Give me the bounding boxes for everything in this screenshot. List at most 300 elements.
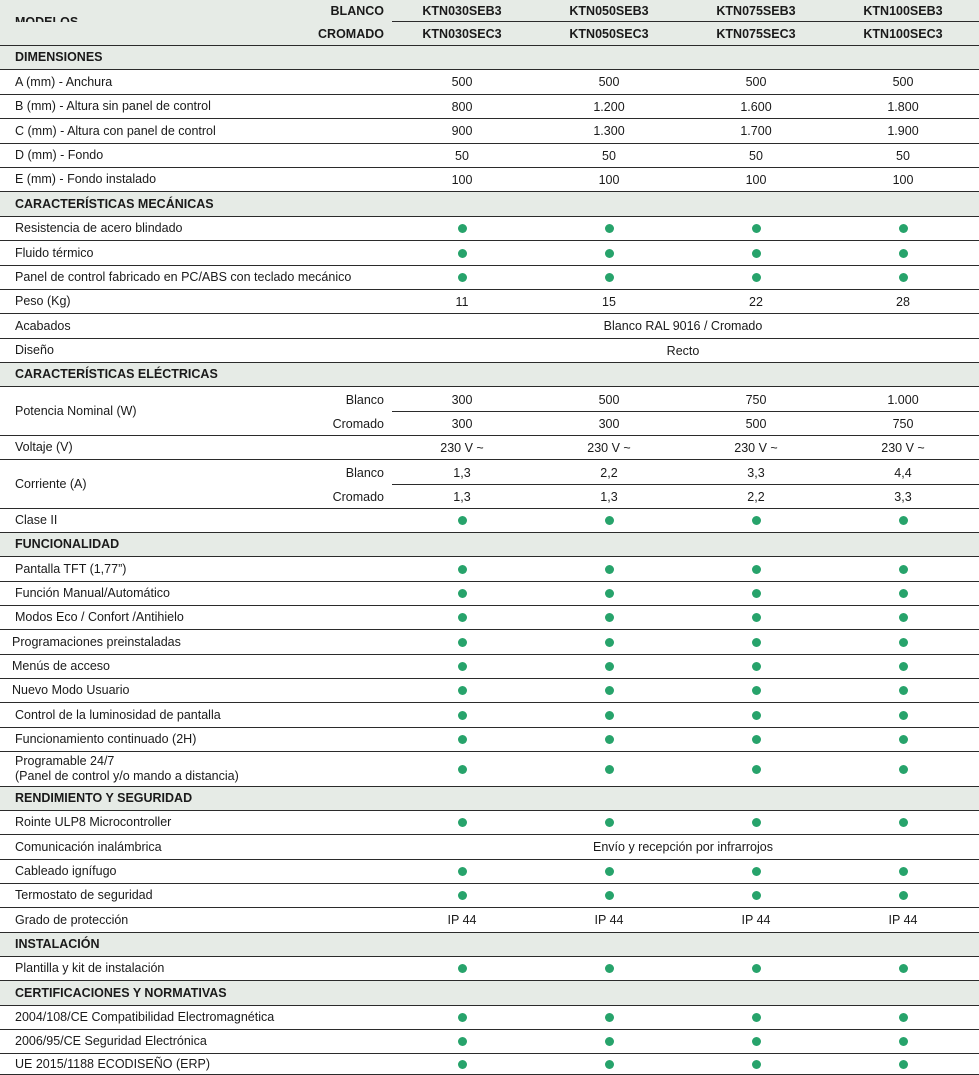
sub-label: [346, 387, 384, 412]
value-cell: [833, 582, 973, 605]
value-text: 230 V ~: [587, 440, 631, 455]
included-dot-icon: [752, 867, 761, 876]
row-programable: [0, 752, 979, 787]
included-dot-icon: [458, 249, 467, 258]
included-dot-icon: [899, 867, 908, 876]
included-dot-icon: [752, 273, 761, 282]
value-cell: [392, 557, 532, 581]
spanning-value: [392, 314, 974, 338]
value-cell: [686, 655, 826, 678]
value-cell: [392, 70, 532, 94]
value-cell: [539, 509, 679, 532]
included-dot-icon: [605, 686, 614, 695]
value-cell: [539, 241, 679, 265]
row-label: [12, 630, 181, 654]
row-label-text: E (mm) - Fondo instalado: [15, 172, 157, 186]
value-text: 500: [598, 75, 620, 89]
value-cell: [392, 752, 532, 786]
row-label-text: B (mm) - Altura sin panel de control: [15, 99, 211, 113]
value-text: 230 V ~: [881, 440, 925, 455]
value-text: IP 44: [447, 913, 477, 927]
value-text: 50: [455, 148, 469, 163]
included-dot-icon: [605, 613, 614, 622]
value-text: IP 44: [888, 913, 918, 927]
row-comunicacion: [0, 835, 979, 860]
row-label-text: Grado de protección: [15, 912, 129, 927]
value-cell: [833, 485, 973, 508]
row-label: [15, 95, 211, 118]
row-panel: [0, 266, 979, 290]
model-code-text: KTN050SEC3: [569, 26, 649, 41]
section-certificaciones: [0, 981, 979, 1006]
row-label-line-2: (Panel de control y/o mando a distancia): [15, 769, 239, 783]
row-label: [15, 339, 54, 362]
row-label: [15, 266, 351, 289]
row-label: [15, 314, 71, 338]
row-cableado: [0, 860, 979, 884]
included-dot-icon: [458, 638, 467, 647]
included-dot-icon: [752, 1013, 761, 1022]
value-cell: [392, 217, 532, 240]
included-dot-icon: [605, 638, 614, 647]
value-cell: [392, 908, 532, 932]
row-label: [15, 933, 100, 956]
value-cell: [833, 95, 973, 118]
row-label-text: RENDIMIENTO Y SEGURIDAD: [15, 791, 193, 805]
row-label: [15, 752, 239, 786]
included-dot-icon: [605, 818, 614, 827]
value-cell: [392, 168, 532, 191]
value-cell: [686, 241, 826, 265]
value-cell: [539, 387, 679, 412]
model-code-text: KTN075SEB3: [716, 4, 796, 18]
included-dot-icon: [752, 565, 761, 574]
row-label-text: Plantilla y kit de instalación: [15, 961, 165, 975]
value-cell: [539, 95, 679, 118]
sub-label: [333, 412, 384, 435]
value-text: 28: [896, 294, 910, 309]
sub-label: [318, 22, 384, 45]
value-cell: [392, 387, 532, 412]
model-code-text: KTN100SEC3: [863, 26, 943, 41]
row-acabados: [0, 314, 979, 339]
row-fluido: [0, 241, 979, 266]
row-label-text: FUNCIONALIDAD: [15, 537, 120, 551]
row-label-text: Voltaje (V): [15, 440, 73, 454]
row-clase: [0, 509, 979, 533]
row-pantalla: [0, 557, 979, 582]
row-label: [15, 582, 170, 605]
value-cell: [392, 412, 532, 435]
value-text: 1.300: [593, 124, 625, 138]
value-text: 1,3: [453, 489, 471, 504]
value-cell: [833, 387, 973, 412]
value-text: 2,2: [600, 465, 618, 480]
value-cell: [686, 290, 826, 313]
value-cell: [392, 728, 532, 751]
spanning-value-text: Blanco RAL 9016 / Cromado: [603, 319, 763, 333]
value-cell: [686, 460, 826, 485]
value-text: 50: [602, 148, 616, 163]
row-termostato: [0, 884, 979, 908]
value-cell: [686, 884, 826, 907]
included-dot-icon: [605, 735, 614, 744]
row-label-text: Peso (Kg): [15, 294, 71, 308]
value-cell: [833, 217, 973, 240]
included-dot-icon: [899, 765, 908, 774]
value-cell: [392, 460, 532, 485]
value-cell: [833, 460, 973, 485]
row-label-text: Panel de control fabricado en PC/ABS con teclado mecánico: [15, 270, 352, 284]
value-text: 11: [455, 294, 469, 309]
included-dot-icon: [899, 273, 908, 282]
value-text: 4,4: [894, 465, 912, 480]
included-dot-icon: [752, 711, 761, 720]
included-dot-icon: [458, 1013, 467, 1022]
value-text: IP 44: [741, 913, 771, 927]
value-text: 1.200: [593, 99, 625, 114]
included-dot-icon: [752, 818, 761, 827]
model-code-text: KTN030SEB3: [422, 4, 502, 18]
value-cell: [539, 217, 679, 240]
value-text: 750: [745, 392, 767, 407]
value-cell: [833, 860, 973, 883]
included-dot-icon: [899, 711, 908, 720]
included-dot-icon: [605, 765, 614, 774]
included-dot-icon: [605, 662, 614, 671]
value-cell: [539, 412, 679, 435]
included-dot-icon: [458, 1037, 467, 1046]
included-dot-icon: [458, 867, 467, 876]
section-electricas: [0, 363, 979, 387]
value-text: 1.600: [740, 99, 772, 114]
included-dot-icon: [899, 891, 908, 900]
value-cell: [539, 860, 679, 883]
row-label: [15, 144, 103, 167]
row-label-text: D (mm) - Fondo: [15, 148, 104, 162]
row-label-text: UE 2015/1188 ECODISEÑO (ERP): [15, 1056, 210, 1071]
included-dot-icon: [458, 224, 467, 233]
header-row-cromado: [0, 22, 979, 46]
row-e: [0, 168, 979, 192]
model-code: [686, 0, 826, 22]
value-cell: [392, 95, 532, 118]
sub-label-text: Blanco: [345, 465, 384, 480]
row-label-text: INSTALACIÓN: [15, 937, 100, 951]
included-dot-icon: [605, 589, 614, 598]
row-label: [15, 703, 221, 727]
included-dot-icon: [899, 964, 908, 973]
value-text: 1.700: [740, 124, 772, 138]
value-text: 500: [598, 392, 620, 407]
spanning-value: [392, 339, 974, 362]
sub-row-divider: [392, 411, 979, 412]
value-cell: [686, 266, 826, 289]
value-cell: [833, 606, 973, 629]
value-text: 800: [451, 99, 473, 114]
row-label-text: CERTIFICACIONES Y NORMATIVAS: [15, 985, 227, 1000]
section-mecanicas: [0, 192, 979, 217]
row-label-text: Control de la luminosidad de pantalla: [15, 707, 221, 722]
included-dot-icon: [458, 1060, 467, 1069]
value-cell: [833, 266, 973, 289]
model-code: [392, 22, 532, 45]
value-cell: [392, 811, 532, 834]
row-label: [15, 981, 227, 1005]
value-cell: [539, 485, 679, 508]
row-label: [15, 1006, 274, 1029]
value-cell: [539, 630, 679, 654]
included-dot-icon: [458, 765, 467, 774]
value-cell: [392, 860, 532, 883]
included-dot-icon: [605, 273, 614, 282]
value-cell: [539, 582, 679, 605]
model-code-text: KTN050SEB3: [569, 4, 649, 18]
row-label-text: Funcionamiento continuado (2H): [15, 732, 197, 746]
included-dot-icon: [458, 818, 467, 827]
included-dot-icon: [899, 686, 908, 695]
spanning-value-text: Envío y recepción por infrarrojos: [593, 840, 773, 854]
row-diseno: [0, 339, 979, 363]
model-code: [539, 22, 679, 45]
included-dot-icon: [899, 1060, 908, 1069]
row-c: [0, 119, 979, 144]
value-text: 500: [745, 416, 767, 431]
value-cell: [833, 811, 973, 834]
sub-row-cromado: [0, 412, 979, 435]
row-label-text: A (mm) - Anchura: [15, 74, 113, 89]
value-cell: [539, 655, 679, 678]
value-text: 15: [602, 294, 616, 309]
row-rointe: [0, 811, 979, 835]
sub-label-text: CROMADO: [318, 26, 384, 41]
row-peso: [0, 290, 979, 314]
value-cell: [833, 509, 973, 532]
value-text: 3,3: [747, 465, 765, 480]
included-dot-icon: [605, 891, 614, 900]
value-cell: [392, 1054, 532, 1074]
included-dot-icon: [899, 516, 908, 525]
value-cell: [392, 884, 532, 907]
row-label-text: Modos Eco / Confort /Antihielo: [15, 610, 184, 624]
value-cell: [833, 1006, 973, 1029]
row-menus: [0, 655, 979, 679]
value-cell: [392, 436, 532, 459]
included-dot-icon: [605, 224, 614, 233]
value-text: 300: [451, 392, 473, 407]
model-code: [539, 0, 679, 22]
value-cell: [539, 811, 679, 834]
row-modos: [0, 606, 979, 630]
value-cell: [833, 884, 973, 907]
value-cell: [833, 241, 973, 265]
included-dot-icon: [752, 1037, 761, 1046]
model-code-text: KTN075SEC3: [716, 26, 796, 41]
value-cell: [392, 1006, 532, 1029]
row-label: [15, 119, 216, 143]
row-label: [15, 290, 71, 313]
value-cell: [833, 119, 973, 143]
value-cell: [539, 119, 679, 143]
value-cell: [392, 655, 532, 678]
included-dot-icon: [752, 249, 761, 258]
value-cell: [539, 679, 679, 702]
value-cell: [833, 412, 973, 435]
included-dot-icon: [458, 686, 467, 695]
row-label: [15, 217, 182, 240]
value-text: 100: [451, 172, 473, 187]
value-text: 2,2: [747, 489, 765, 504]
value-text: IP 44: [594, 913, 624, 927]
included-dot-icon: [899, 818, 908, 827]
value-text: 230 V ~: [734, 440, 778, 455]
value-cell: [539, 1054, 679, 1074]
row-cert3: [0, 1054, 979, 1075]
value-text: 1,3: [600, 489, 618, 504]
row-d: [0, 144, 979, 168]
row-programaciones: [0, 630, 979, 655]
value-cell: [392, 679, 532, 702]
included-dot-icon: [899, 249, 908, 258]
row-label: [15, 860, 116, 883]
included-dot-icon: [458, 735, 467, 744]
value-cell: [833, 630, 973, 654]
row-label-text: Nuevo Modo Usuario: [12, 683, 130, 697]
value-cell: [686, 811, 826, 834]
included-dot-icon: [752, 735, 761, 744]
section-funcionalidad: [0, 533, 979, 557]
sub-label-text: Cromado: [332, 416, 384, 431]
row-label: [15, 168, 156, 191]
included-dot-icon: [605, 565, 614, 574]
row-label-line-1: Programable 24/7: [15, 754, 115, 768]
value-cell: [686, 95, 826, 118]
value-text: 1,3: [453, 465, 471, 480]
row-label-text: Termostato de seguridad: [15, 888, 153, 902]
value-cell: [686, 70, 826, 94]
value-text: 50: [896, 148, 910, 163]
row-label: [15, 728, 196, 751]
row-label: [15, 46, 103, 69]
row-label: [15, 1030, 207, 1053]
row-label: [15, 908, 128, 932]
value-cell: [392, 703, 532, 727]
value-cell: [392, 509, 532, 532]
spanning-value-text: Recto: [666, 343, 700, 358]
included-dot-icon: [458, 964, 467, 973]
value-cell: [833, 168, 973, 191]
included-dot-icon: [605, 516, 614, 525]
row-potencia: [0, 387, 979, 436]
value-cell: [686, 860, 826, 883]
included-dot-icon: [899, 224, 908, 233]
row-label: [15, 811, 171, 834]
included-dot-icon: [752, 765, 761, 774]
value-cell: [686, 119, 826, 143]
value-cell: [686, 144, 826, 167]
model-code: [392, 0, 532, 22]
row-resistencia: [0, 217, 979, 241]
included-dot-icon: [752, 516, 761, 525]
value-cell: [833, 655, 973, 678]
included-dot-icon: [899, 1013, 908, 1022]
value-cell: [392, 606, 532, 629]
included-dot-icon: [899, 1037, 908, 1046]
row-label-text: CARACTERÍSTICAS ELÉCTRICAS: [15, 367, 218, 381]
value-cell: [686, 557, 826, 581]
row-label-text: 2006/95/CE Seguridad Electrónica: [15, 1034, 207, 1048]
included-dot-icon: [605, 1013, 614, 1022]
included-dot-icon: [458, 711, 467, 720]
value-cell: [833, 436, 973, 459]
included-dot-icon: [458, 891, 467, 900]
included-dot-icon: [605, 249, 614, 258]
included-dot-icon: [752, 1060, 761, 1069]
sub-label: [333, 485, 384, 508]
value-cell: [833, 752, 973, 786]
value-cell: [392, 266, 532, 289]
model-code: [833, 0, 973, 22]
section-instalacion: [0, 933, 979, 957]
row-label-text: Resistencia de acero blindado: [15, 221, 183, 235]
row-label-text: Rointe ULP8 Microcontroller: [15, 815, 172, 829]
row-label-text: Pantalla TFT (1,77”): [15, 561, 127, 576]
row-label: [15, 70, 112, 94]
row-continuado: [0, 728, 979, 752]
value-text: 1.900: [887, 124, 919, 138]
row-label-text: Programaciones preinstaladas: [12, 634, 181, 649]
included-dot-icon: [458, 565, 467, 574]
value-cell: [833, 70, 973, 94]
row-label-text: Clase II: [15, 513, 58, 527]
value-cell: [539, 144, 679, 167]
value-cell: [833, 290, 973, 313]
row-label-text: Potencia Nominal (W): [15, 403, 137, 418]
sub-row-blanco: [0, 460, 979, 485]
row-label-text: Fluido térmico: [15, 245, 94, 260]
included-dot-icon: [605, 964, 614, 973]
row-label-text: Comunicación inalámbrica: [15, 839, 162, 854]
row-label: [15, 509, 57, 532]
value-cell: [833, 908, 973, 932]
header-divider: [392, 21, 979, 22]
header-row-blanco: [0, 0, 979, 22]
included-dot-icon: [752, 613, 761, 622]
value-cell: [686, 436, 826, 459]
value-cell: [539, 1030, 679, 1053]
value-text: 100: [598, 172, 620, 187]
value-text: 230 V ~: [440, 440, 484, 455]
model-code: [833, 22, 973, 45]
sub-label: [331, 0, 384, 22]
row-label: [15, 436, 73, 459]
value-cell: [539, 168, 679, 191]
included-dot-icon: [605, 867, 614, 876]
value-cell: [392, 1030, 532, 1053]
value-cell: [686, 412, 826, 435]
included-dot-icon: [752, 891, 761, 900]
value-cell: [686, 1006, 826, 1029]
included-dot-icon: [605, 711, 614, 720]
included-dot-icon: [752, 686, 761, 695]
value-cell: [686, 1030, 826, 1053]
row-label: [15, 533, 119, 556]
included-dot-icon: [752, 589, 761, 598]
row-label-text: CARACTERÍSTICAS MECÁNICAS: [15, 196, 214, 211]
included-dot-icon: [899, 662, 908, 671]
included-dot-icon: [458, 662, 467, 671]
row-cert1: [0, 1006, 979, 1030]
